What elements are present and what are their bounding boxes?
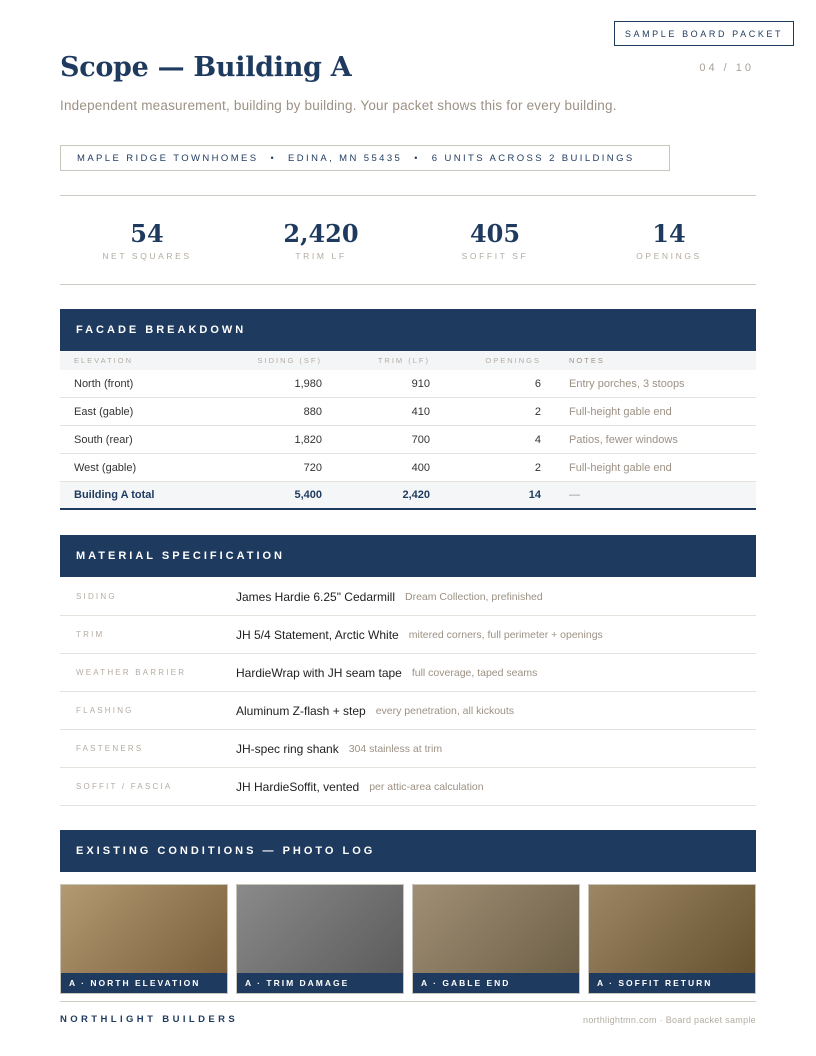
cell-trim: 2,420 bbox=[402, 489, 430, 501]
divider bbox=[60, 284, 756, 285]
table-row bbox=[60, 426, 756, 454]
cell-elevation: North (front) bbox=[74, 377, 134, 390]
facade-heading: FACADE BREAKDOWN bbox=[60, 309, 756, 351]
spec-row bbox=[60, 768, 756, 806]
cell-openings: 2 bbox=[534, 405, 541, 418]
project-name: MAPLE RIDGE TOWNHOMES bbox=[77, 152, 259, 164]
project-location: EDINA, MN 55435 bbox=[288, 152, 403, 164]
cell-openings: 14 bbox=[528, 489, 541, 501]
photo-image bbox=[589, 885, 755, 973]
cell-siding: 1,980 bbox=[294, 377, 322, 390]
footer-url[interactable]: northlightmn.com · Board packet sample bbox=[583, 1015, 756, 1025]
stat-label: TRIM LF bbox=[295, 251, 347, 261]
cell-siding: 880 bbox=[303, 405, 322, 418]
spec-row bbox=[60, 692, 756, 730]
spec-key: SOFFIT / FASCIA bbox=[76, 782, 173, 791]
materials-list bbox=[60, 578, 756, 806]
photo-caption: A · TRIM DAMAGE bbox=[237, 973, 403, 993]
cell-trim: 410 bbox=[411, 405, 430, 418]
stat-value: 405 bbox=[469, 219, 521, 248]
table-header-row bbox=[60, 351, 756, 370]
cell-openings: 4 bbox=[534, 433, 541, 446]
photo-soffit-return[interactable] bbox=[588, 884, 756, 994]
spec-note: Dream Collection, prefinished bbox=[405, 590, 543, 603]
cell-elevation: Building A total bbox=[74, 489, 155, 501]
stat-value: 14 bbox=[652, 219, 686, 248]
col-elevation: ELEVATION bbox=[74, 356, 133, 365]
photo-north-elevation[interactable] bbox=[60, 884, 228, 994]
cell-openings: 2 bbox=[534, 461, 541, 474]
stat-label: OPENINGS bbox=[636, 251, 702, 261]
cell-openings: 6 bbox=[534, 377, 541, 390]
spec-row bbox=[60, 578, 756, 616]
photo-image bbox=[237, 885, 403, 973]
spec-note: mitered corners, full perimeter + openings bbox=[408, 628, 603, 641]
cell-siding: 720 bbox=[303, 461, 322, 474]
cell-notes: Full-height gable end bbox=[569, 461, 672, 474]
spec-key: FASTENERS bbox=[76, 744, 144, 753]
spec-row bbox=[60, 730, 756, 768]
stat-soffit-sf bbox=[408, 196, 582, 284]
cell-notes: Patios, fewer windows bbox=[569, 433, 678, 446]
stat-net-squares bbox=[60, 196, 234, 284]
page-number: 04 / 10 bbox=[699, 62, 754, 74]
stat-label: SOFFIT SF bbox=[461, 251, 529, 261]
stat-openings bbox=[582, 196, 756, 284]
cell-siding: 5,400 bbox=[294, 489, 322, 501]
spec-value: JH 5/4 Statement, Arctic White bbox=[236, 627, 399, 642]
col-trim: TRIM (LF) bbox=[377, 356, 430, 365]
stat-value: 54 bbox=[130, 219, 164, 248]
photo-log-heading: EXISTING CONDITIONS — PHOTO LOG bbox=[60, 830, 756, 872]
footer-divider bbox=[60, 1001, 756, 1002]
project-info-bar bbox=[60, 145, 670, 171]
spec-value: JH-spec ring shank bbox=[236, 741, 339, 756]
spec-note: full coverage, taped seams bbox=[411, 666, 538, 679]
cell-notes: Entry porches, 3 stoops bbox=[569, 377, 685, 390]
table-row bbox=[60, 370, 756, 398]
cell-elevation: East (gable) bbox=[74, 405, 134, 418]
stat-value: 2,420 bbox=[283, 219, 359, 248]
spec-row bbox=[60, 654, 756, 692]
spec-key: SIDING bbox=[76, 592, 117, 601]
spec-value: James Hardie 6.25" Cedarmill bbox=[236, 589, 395, 604]
materials-heading: MATERIAL SPECIFICATION bbox=[60, 535, 756, 577]
cell-trim: 700 bbox=[411, 433, 430, 446]
spec-note: every penetration, all kickouts bbox=[375, 704, 515, 717]
table-row bbox=[60, 454, 756, 482]
stat-trim-lf bbox=[234, 196, 408, 284]
page-title: Scope — Building A bbox=[60, 52, 352, 83]
cell-trim: 910 bbox=[411, 377, 430, 390]
stats-row bbox=[60, 196, 756, 284]
photo-caption: A · NORTH ELEVATION bbox=[61, 973, 227, 993]
cell-elevation: South (rear) bbox=[74, 433, 133, 446]
cell-trim: 400 bbox=[411, 461, 430, 474]
footer-brand: NORTHLIGHT BUILDERS bbox=[60, 1014, 239, 1025]
spec-key: TRIM bbox=[76, 630, 105, 639]
cell-siding: 1,820 bbox=[294, 433, 322, 446]
spec-value: Aluminum Z-flash + step bbox=[236, 703, 366, 718]
cell-notes: Full-height gable end bbox=[569, 405, 672, 418]
stat-label: NET SQUARES bbox=[102, 251, 192, 261]
photo-log bbox=[60, 884, 756, 994]
table-total-row bbox=[60, 482, 756, 510]
cell-notes: — bbox=[569, 489, 580, 501]
spec-note: 304 stainless at trim bbox=[348, 742, 443, 755]
sample-badge: SAMPLE BOARD PACKET bbox=[614, 21, 794, 46]
photo-trim-damage[interactable] bbox=[236, 884, 404, 994]
spec-note: per attic-area calculation bbox=[369, 780, 484, 793]
table-row bbox=[60, 398, 756, 426]
col-siding: SIDING (SF) bbox=[257, 356, 322, 365]
spec-value: JH HardieSoffit, vented bbox=[236, 779, 360, 794]
separator-dot: • bbox=[414, 153, 420, 163]
photo-image bbox=[413, 885, 579, 973]
photo-caption: A · SOFFIT RETURN bbox=[589, 973, 755, 993]
spec-key: FLASHING bbox=[76, 706, 134, 715]
project-units: 6 UNITS ACROSS 2 BUILDINGS bbox=[431, 152, 635, 164]
cell-elevation: West (gable) bbox=[74, 461, 137, 474]
photo-gable-end[interactable] bbox=[412, 884, 580, 994]
photo-image bbox=[61, 885, 227, 973]
separator-dot: • bbox=[270, 153, 277, 163]
col-openings: OPENINGS bbox=[485, 356, 541, 365]
spec-value: HardieWrap with JH seam tape bbox=[236, 665, 402, 680]
photo-caption: A · GABLE END bbox=[413, 973, 579, 993]
page-subtitle: Independent measurement, building by building. Your packet shows this for every building. bbox=[60, 98, 617, 113]
spec-row bbox=[60, 616, 756, 654]
col-notes: NOTES bbox=[569, 356, 605, 365]
facade-table bbox=[60, 351, 756, 510]
spec-key: WEATHER BARRIER bbox=[76, 668, 187, 677]
